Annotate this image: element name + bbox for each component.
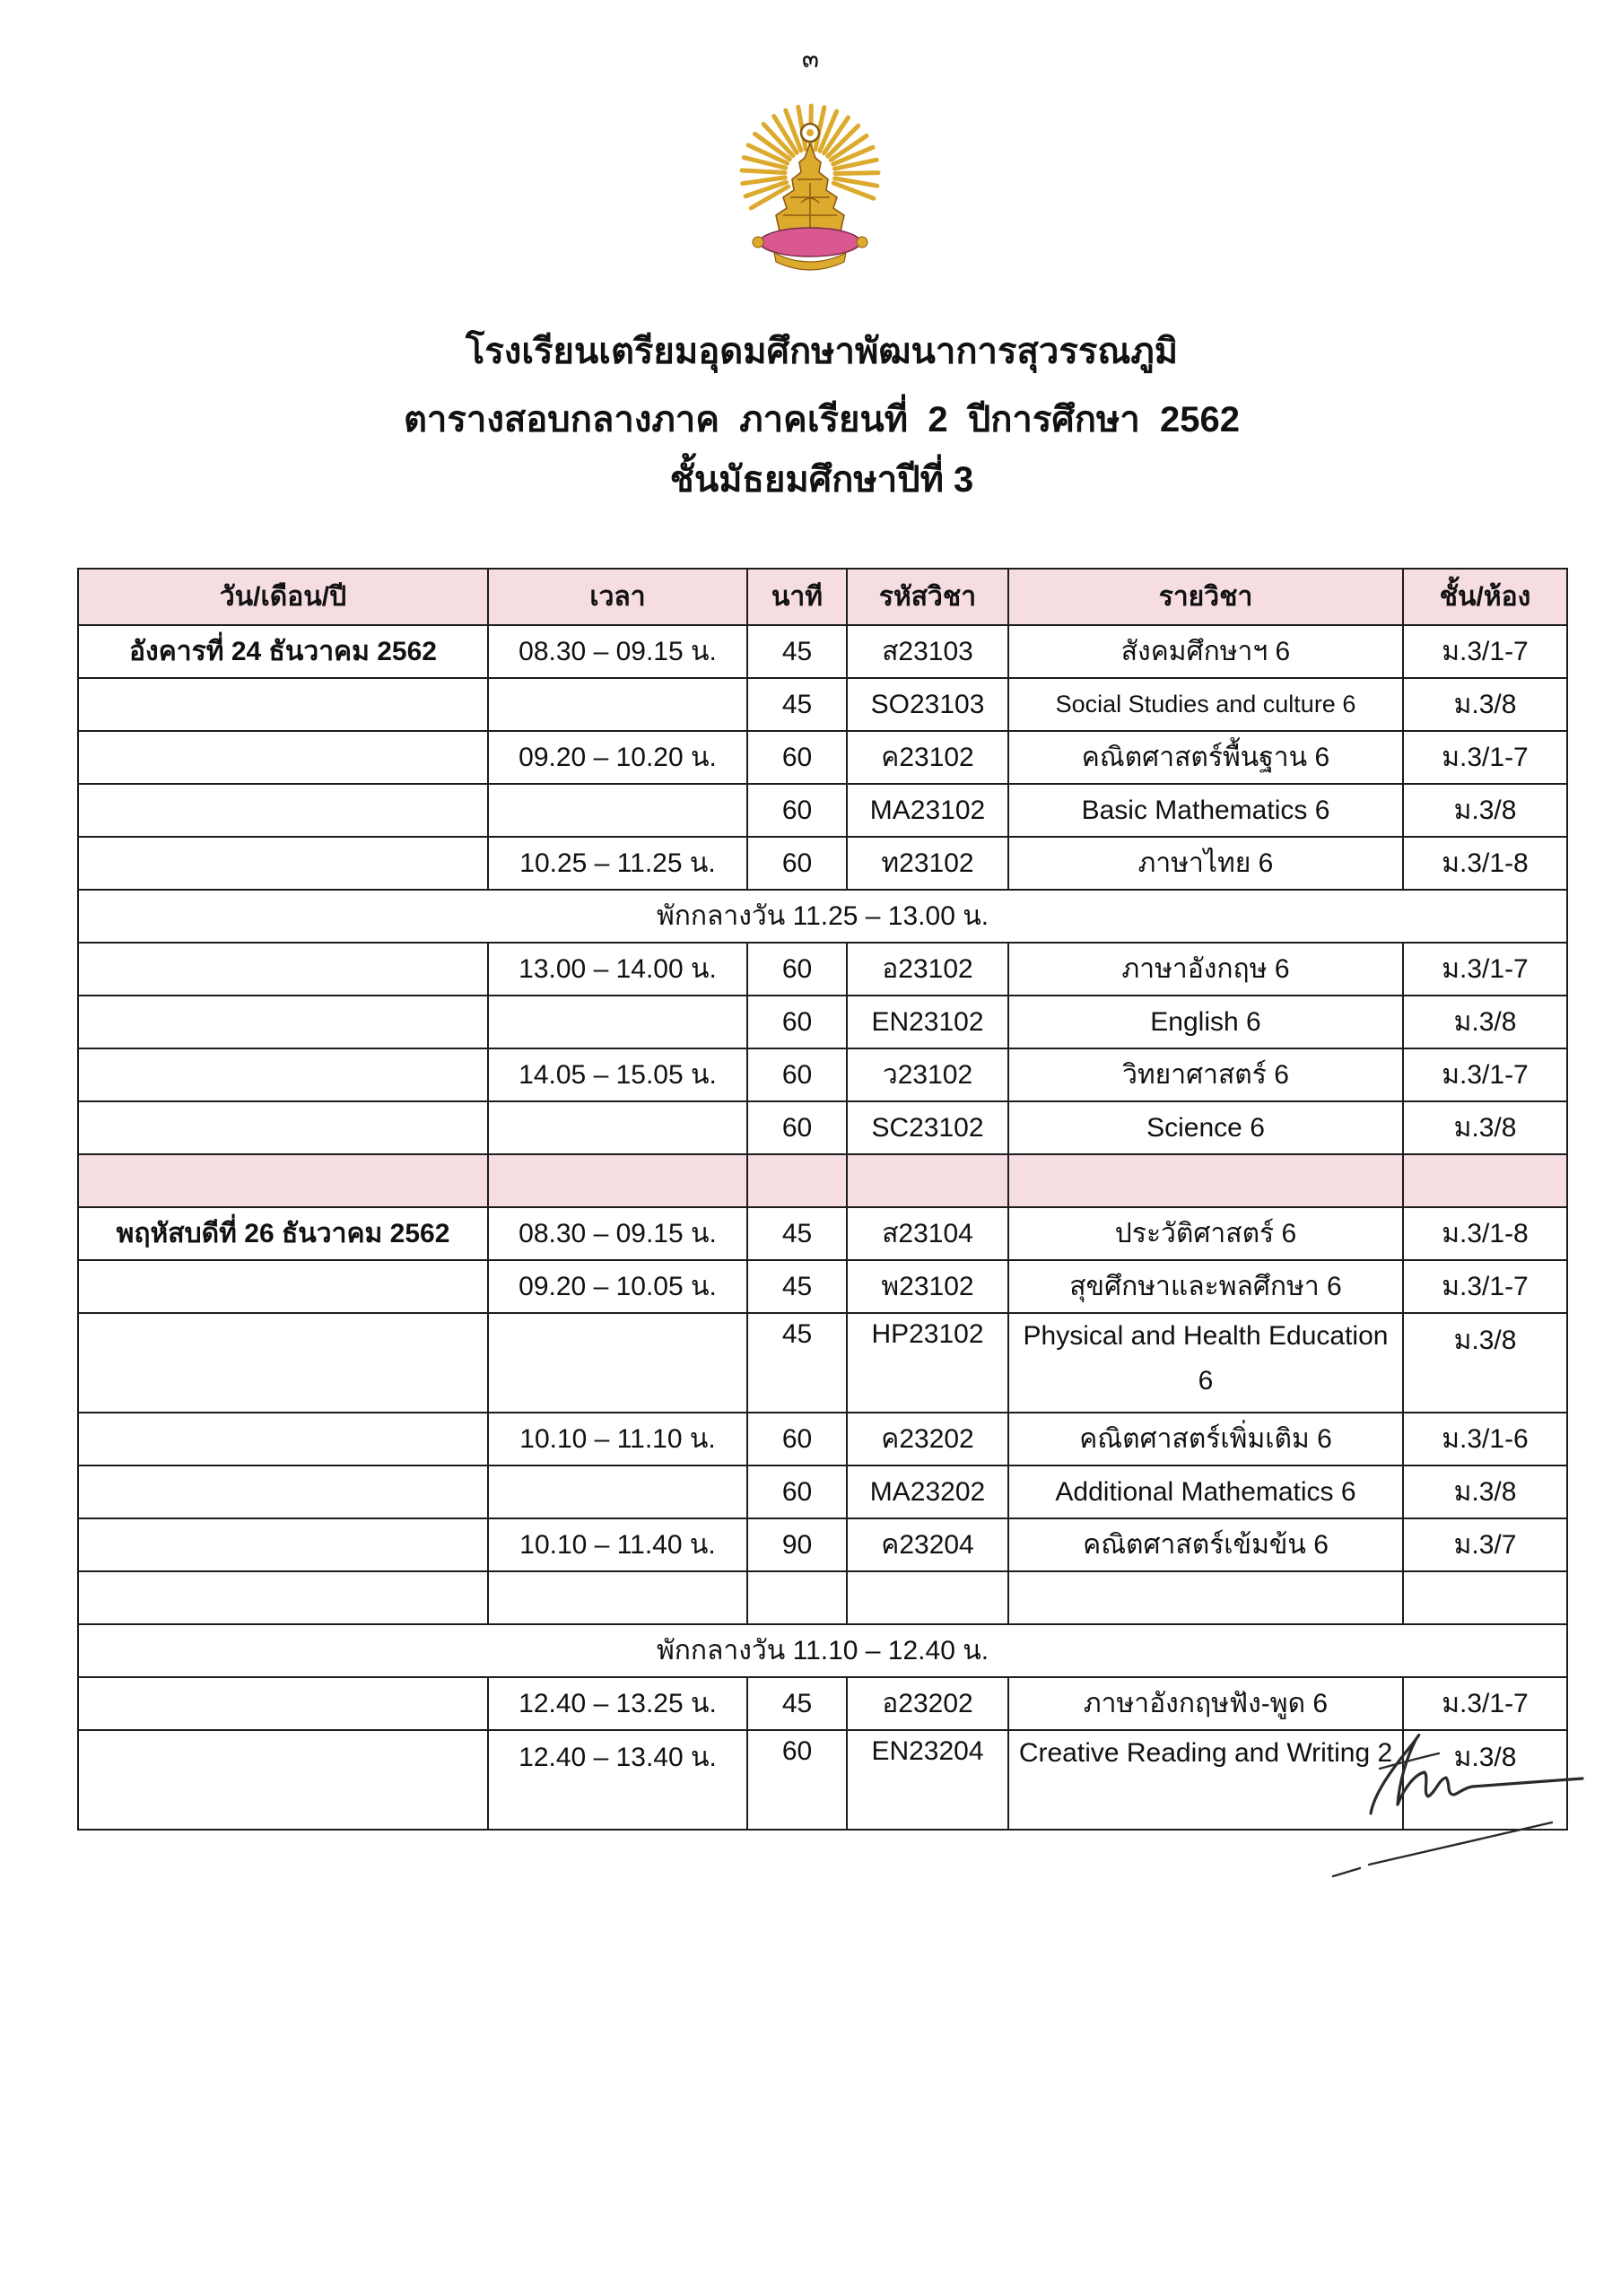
course-name: ภาษาอังกฤษฟัง-พูด 6 (1008, 1677, 1403, 1730)
course-name: วิทยาศาสตร์ 6 (1008, 1048, 1403, 1101)
exam-minutes: 45 (747, 625, 847, 678)
course-code: EN23102 (847, 996, 1008, 1048)
exam-minutes: 60 (747, 1048, 847, 1101)
column-header-subject: รายวิชา (1008, 569, 1403, 625)
empty-row (78, 1571, 1567, 1624)
course-name: คณิตศาสตร์พื้นฐาน 6 (1008, 731, 1403, 784)
separator-cell (1403, 1154, 1567, 1207)
exam-minutes: 45 (747, 1677, 847, 1730)
course-name: Science 6 (1008, 1101, 1403, 1154)
exam-row (78, 1207, 1567, 1260)
exam-minutes: 60 (747, 784, 847, 837)
course-code: HP23102 (847, 1313, 1008, 1413)
exam-minutes: 60 (747, 731, 847, 784)
exam-date: พฤหัสบดีที่ 26 ธันวาคม 2562 (78, 1207, 488, 1260)
class-room: ม.3/7 (1403, 1518, 1567, 1571)
course-code: SC23102 (847, 1101, 1008, 1154)
exam-date (78, 678, 488, 731)
column-header-date: วัน/เดือน/ปี (78, 569, 488, 625)
exam-time: 08.30 – 09.15 น. (488, 625, 747, 678)
exam-row (78, 1313, 1567, 1413)
document-title: ตารางสอบกลางภาค ภาคเรียนที่ 2 ปีการศึกษา 2562 (403, 400, 1241, 439)
exam-time (488, 784, 747, 837)
class-room: ม.3/8 (1403, 1101, 1567, 1154)
exam-time (488, 996, 747, 1048)
course-code: ว23102 (847, 1048, 1008, 1101)
exam-minutes: 45 (747, 1207, 847, 1260)
class-room: ม.3/1-6 (1403, 1413, 1567, 1465)
course-code: EN23204 (847, 1730, 1008, 1830)
empty-cell (847, 1571, 1008, 1624)
class-room: ม.3/1-8 (1403, 1207, 1567, 1260)
exam-date (78, 1313, 488, 1413)
exam-date (78, 943, 488, 996)
separator-cell (847, 1154, 1008, 1207)
exam-time: 10.10 – 11.40 น. (488, 1518, 747, 1571)
exam-minutes: 60 (747, 1730, 847, 1830)
course-code: อ23102 (847, 943, 1008, 996)
class-room: ม.3/8 (1403, 996, 1567, 1048)
exam-date (78, 996, 488, 1048)
exam-time: 09.20 – 10.05 น. (488, 1260, 747, 1313)
course-name: คณิตศาสตร์เข้มข้น 6 (1008, 1518, 1403, 1571)
class-room: ม.3/1-7 (1403, 625, 1567, 678)
exam-minutes: 60 (747, 996, 847, 1048)
exam-minutes: 45 (747, 678, 847, 731)
exam-date (78, 1465, 488, 1518)
class-room: ม.3/8 (1403, 784, 1567, 837)
exam-row (78, 625, 1567, 678)
course-name: Social Studies and culture 6 (1008, 678, 1403, 731)
lunch-break-label: พักกลางวัน 11.10 – 12.40 น. (78, 1624, 1567, 1677)
course-name: Basic Mathematics 6 (1008, 784, 1403, 837)
course-code: ค23204 (847, 1518, 1008, 1571)
empty-cell (1008, 1571, 1403, 1624)
empty-cell (78, 1571, 488, 1624)
exam-time: 08.30 – 09.15 น. (488, 1207, 747, 1260)
exam-time (488, 1465, 747, 1518)
exam-row (78, 678, 1567, 731)
exam-date (78, 837, 488, 890)
class-room: ม.3/1-7 (1403, 943, 1567, 996)
separator-cell (78, 1154, 488, 1207)
exam-time: 10.25 – 11.25 น. (488, 837, 747, 890)
exam-minutes: 90 (747, 1518, 847, 1571)
exam-row (78, 1413, 1567, 1465)
exam-row (78, 731, 1567, 784)
exam-minutes: 60 (747, 837, 847, 890)
class-room: ม.3/8 (1403, 1730, 1567, 1830)
class-room: ม.3/8 (1403, 1313, 1567, 1413)
exam-time: 13.00 – 14.00 น. (488, 943, 747, 996)
exam-row (78, 1260, 1567, 1313)
exam-schedule-table (77, 568, 1568, 1831)
class-room: ม.3/1-7 (1403, 1677, 1567, 1730)
exam-row (78, 943, 1567, 996)
class-room: ม.3/1-7 (1403, 1048, 1567, 1101)
course-name: English 6 (1008, 996, 1403, 1048)
signature-main-stroke (1371, 1735, 1582, 1813)
course-name: Creative Reading and Writing 2 (1008, 1730, 1403, 1830)
exam-row (78, 1465, 1567, 1518)
separator-cell (747, 1154, 847, 1207)
exam-minutes: 45 (747, 1313, 847, 1413)
emblem-tassel-right (857, 237, 867, 248)
school-name: โรงเรียนเตรียมอุดมศึกษาพัฒนาการสุวรรณภูมิ (465, 332, 1179, 371)
exam-date (78, 1260, 488, 1313)
course-name: สังคมศึกษาฯ 6 (1008, 625, 1403, 678)
exam-date (78, 1048, 488, 1101)
class-room: ม.3/8 (1403, 1465, 1567, 1518)
school-emblem-icon (738, 97, 882, 281)
class-room: ม.3/1-7 (1403, 1260, 1567, 1313)
exam-row (78, 1518, 1567, 1571)
course-code: ค23102 (847, 731, 1008, 784)
course-name: คณิตศาสตร์เพิ่มเติม 6 (1008, 1413, 1403, 1465)
exam-row (78, 784, 1567, 837)
exam-minutes: 60 (747, 1465, 847, 1518)
course-code: ท23102 (847, 837, 1008, 890)
course-code: อ23202 (847, 1677, 1008, 1730)
exam-time (488, 1101, 747, 1154)
class-room: ม.3/1-8 (1403, 837, 1567, 890)
course-name: ภาษาไทย 6 (1008, 837, 1403, 890)
course-name: Additional Mathematics 6 (1008, 1465, 1403, 1518)
column-header-minutes: นาที (747, 569, 847, 625)
exam-time: 09.20 – 10.20 น. (488, 731, 747, 784)
exam-minutes: 60 (747, 943, 847, 996)
exam-row (78, 837, 1567, 890)
lunch-break-label: พักกลางวัน 11.25 – 13.00 น. (78, 890, 1567, 943)
emblem-halo-core (806, 129, 814, 136)
lunch-break-row (78, 1624, 1567, 1677)
exam-time: 10.10 – 11.10 น. (488, 1413, 747, 1465)
exam-time (488, 678, 747, 731)
class-room: ม.3/8 (1403, 678, 1567, 731)
exam-date (78, 1730, 488, 1830)
course-code: พ23102 (847, 1260, 1008, 1313)
grade-level: ชั้นมัธยมศึกษาปีที่ 3 (669, 460, 974, 500)
course-code: ส23104 (847, 1207, 1008, 1260)
exam-time: 12.40 – 13.25 น. (488, 1677, 747, 1730)
course-code: ค23202 (847, 1413, 1008, 1465)
signature-underline (1333, 1822, 1552, 1876)
exam-time: 12.40 – 13.40 น. (488, 1730, 747, 1830)
course-code: ส23103 (847, 625, 1008, 678)
course-name: ภาษาอังกฤษ 6 (1008, 943, 1403, 996)
emblem-cushion (760, 228, 860, 257)
handwritten-signature (1328, 1686, 1597, 1892)
exam-date: อังคารที่ 24 ธันวาคม 2562 (78, 625, 488, 678)
column-header-room: ชั้น/ห้อง (1403, 569, 1567, 625)
course-code: SO23103 (847, 678, 1008, 731)
course-name: สุขศึกษาและพลศึกษา 6 (1008, 1260, 1403, 1313)
course-code: MA23102 (847, 784, 1008, 837)
course-name: ประวัติศาสตร์ 6 (1008, 1207, 1403, 1260)
exam-minutes: 60 (747, 1413, 847, 1465)
class-room: ม.3/1-7 (1403, 731, 1567, 784)
exam-date (78, 1518, 488, 1571)
exam-date (78, 1413, 488, 1465)
exam-date (78, 1101, 488, 1154)
course-code: MA23202 (847, 1465, 1008, 1518)
column-header-code: รหัสวิชา (847, 569, 1008, 625)
exam-minutes: 60 (747, 1101, 847, 1154)
empty-cell (488, 1571, 747, 1624)
day-separator-row (78, 1154, 1567, 1207)
separator-cell (1008, 1154, 1403, 1207)
exam-date (78, 784, 488, 837)
empty-cell (1403, 1571, 1567, 1624)
exam-row (78, 996, 1567, 1048)
table-header-row (78, 569, 1567, 625)
emblem-ray (835, 173, 878, 174)
separator-cell (488, 1154, 747, 1207)
page-number: ๓ (801, 45, 820, 73)
exam-date (78, 731, 488, 784)
exam-time: 14.05 – 15.05 น. (488, 1048, 747, 1101)
exam-date (78, 1677, 488, 1730)
exam-row (78, 1048, 1567, 1101)
exam-time (488, 1313, 747, 1413)
emblem-tassel-left (753, 237, 763, 248)
empty-cell (747, 1571, 847, 1624)
course-name: Physical and Health Education 6 (1008, 1313, 1403, 1413)
emblem-ray (742, 170, 785, 173)
exam-row (78, 1101, 1567, 1154)
exam-minutes: 45 (747, 1260, 847, 1313)
lunch-break-row (78, 890, 1567, 943)
column-header-time: เวลา (488, 569, 747, 625)
